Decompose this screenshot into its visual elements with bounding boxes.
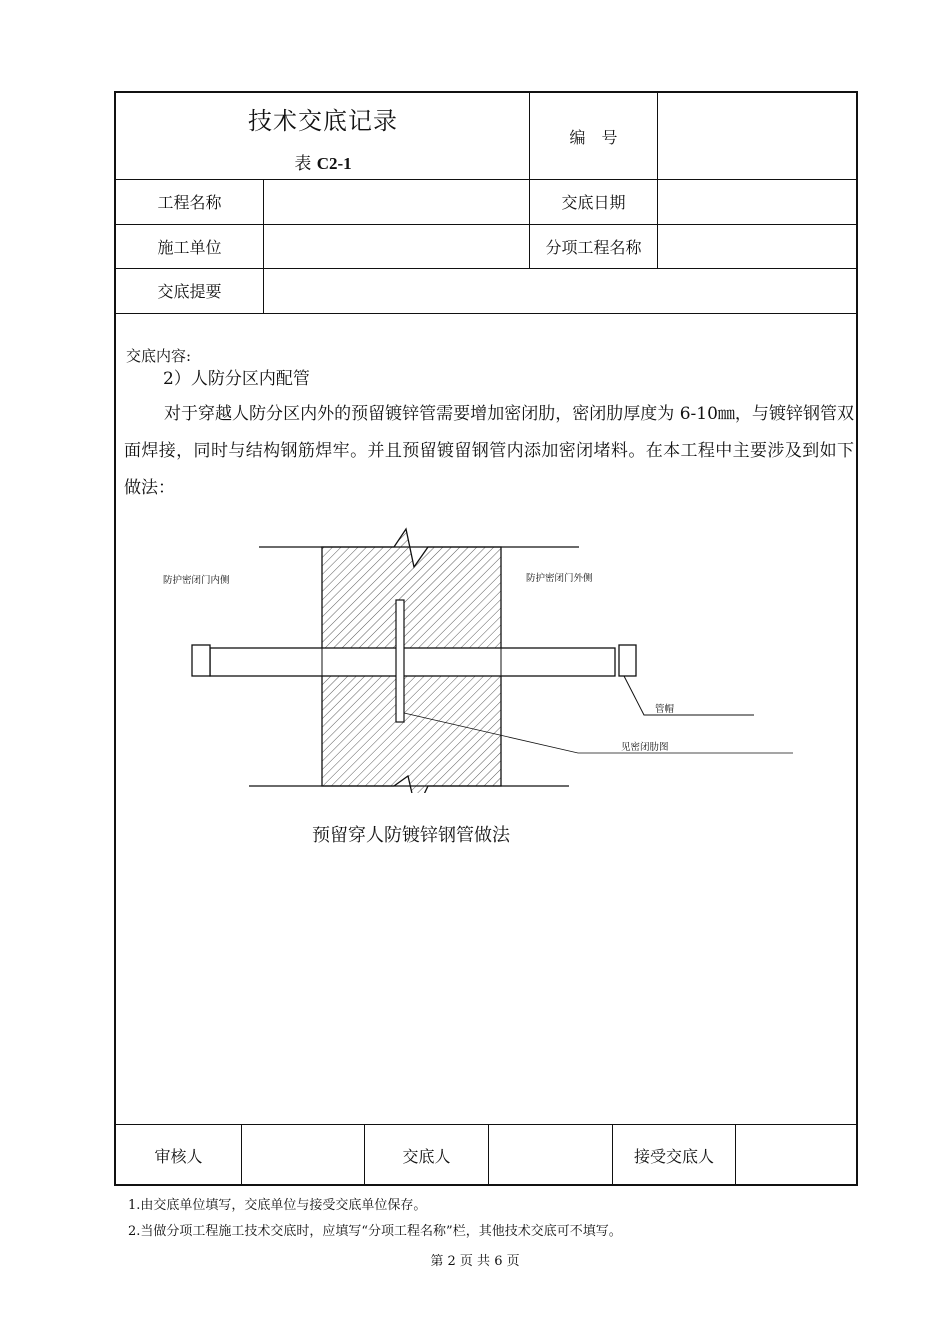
form-code-value: C2-1 (316, 154, 352, 173)
reviewer-field[interactable] (242, 1124, 364, 1186)
reviewer-label: 审核人 (154, 1146, 203, 1166)
label-rib: 见密闭肋图 (621, 742, 669, 753)
project-name-label: 工程名称 (157, 193, 222, 212)
pipe-cap-left (192, 645, 210, 676)
discloser-label: 交底人 (402, 1146, 451, 1166)
label-outside: 防护密闭门外侧 (526, 573, 593, 584)
label-inside: 防护密闭门内侧 (163, 575, 230, 586)
section-heading: 2）人防分区内配管 (163, 369, 310, 389)
label-cap: 管帽 (655, 704, 675, 715)
page-number: 第 2 页 共 6 页 (430, 1254, 520, 1269)
galvanized-pipe (210, 648, 615, 676)
content-label: 交底内容: (126, 347, 192, 365)
pipe-cap-right (619, 645, 636, 676)
form-code-prefix: 表 (294, 154, 312, 174)
receiver-field[interactable] (736, 1124, 858, 1186)
content-paragraph: 对于穿越人防分区内外的预留镀锌管需要增加密闭肋，密闭肋厚度为 6-10㎜，与镀锌钢管双面焊接，同时与结构钢筋焊牢。并且预留镀留钢管内添加密闭堵料。在本工程中主要涉及到如下做法： (124, 404, 854, 498)
date-label: 交底日期 (561, 193, 626, 212)
contractor-label: 施工单位 (157, 237, 222, 257)
sealing-rib (396, 600, 404, 722)
number-label: 编 号 (569, 127, 618, 147)
discloser-field[interactable] (489, 1124, 612, 1186)
diagram-caption: 预留穿人防镀锌钢管做法 (312, 825, 510, 846)
disclosure-form (114, 91, 858, 1186)
summary-label: 交底提要 (157, 282, 222, 301)
footnote-1: 1.由交底单位填写，交底单位与接受交底单位保存。 (128, 1198, 427, 1213)
footnote-2: 2.当做分项工程施工技术交底时，应填写“分项工程名称”栏，其他技术交底可不填写。 (128, 1224, 622, 1239)
cap-leader (624, 676, 754, 715)
pipe-sleeve-diagram (116, 93, 856, 793)
form-title: 技术交底记录 (248, 107, 398, 135)
subproject-label: 分项工程名称 (545, 237, 642, 257)
receiver-label: 接受交底人 (633, 1146, 714, 1166)
